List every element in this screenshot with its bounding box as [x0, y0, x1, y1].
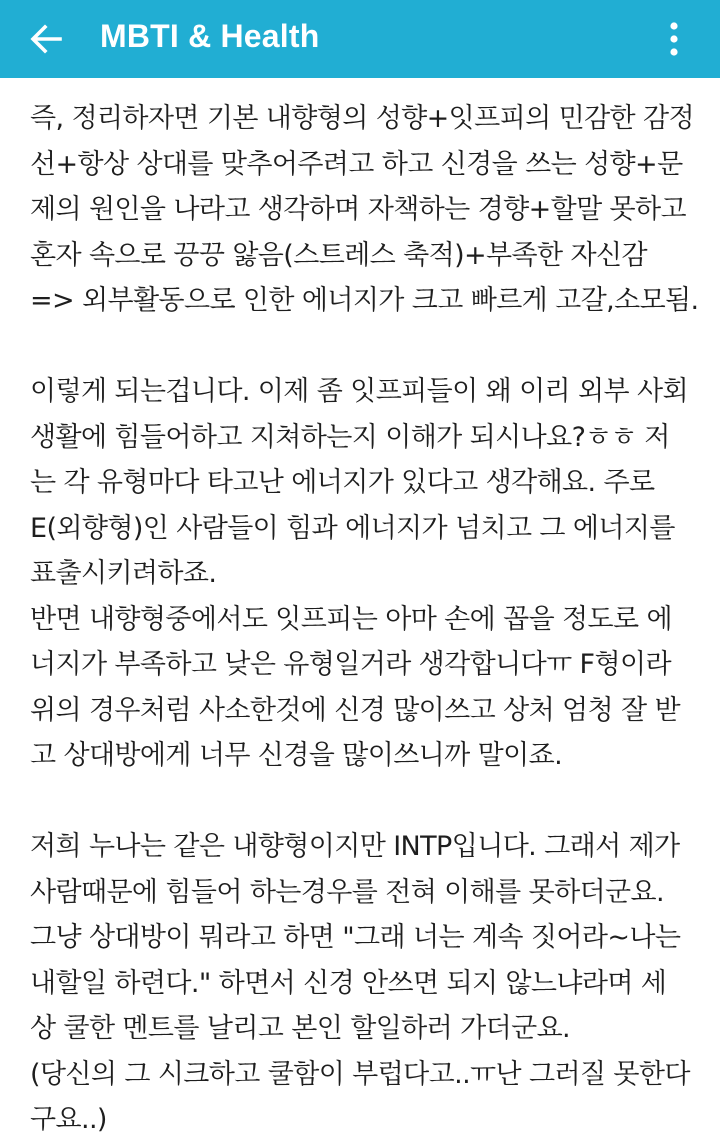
text-line: 생활에 힘들어하고 지쳐하는지 이해가 되시나요?ㅎㅎ 저 — [30, 421, 670, 453]
text-line: 제의 원인을 나라고 생각하며 자책하는 경향+할말 못하고 — [30, 194, 687, 225]
paragraph-gap — [30, 779, 702, 825]
text-line: 그냥 상대방이 뭐라고 하면 "그래 너는 계속 짓어라~나는 — [30, 922, 681, 953]
text-line: 고 상대방에게 너무 신경을 많이쓰니까 말이죠. — [30, 740, 563, 771]
overflow-menu-button[interactable] — [654, 13, 694, 65]
text-line: 사람때문에 힘들어 하는경우를 전혀 이해를 못하더군요. — [30, 876, 664, 908]
paragraph — [30, 369, 702, 779]
text-line: 는 각 유형마다 타고난 에너지가 있다고 생각해요. 주로 — [30, 467, 655, 498]
text-line: 너지가 부족하고 낮은 유형일거라 생각합니다ㅠ F형이라 — [30, 649, 671, 680]
text-line: 위의 경우처럼 사소한것에 신경 많이쓰고 상처 엄청 잘 받 — [30, 694, 680, 726]
text-line: 저희 누나는 같은 내향형이지만 INTP입니다. 그래서 제가 — [30, 831, 680, 862]
text-line: 표출시키려하죠. — [30, 558, 217, 589]
text-line: 이렇게 되는겁니다. 이제 좀 잇프피들이 왜 이리 외부 사회 — [30, 376, 688, 407]
back-button[interactable] — [20, 13, 72, 65]
paragraph — [30, 824, 702, 1143]
text-line: 상 쿨한 멘트를 날리고 본인 할일하러 가더군요. — [30, 1013, 571, 1044]
article-body — [30, 96, 702, 1143]
paragraph-gap — [30, 324, 702, 370]
more-vertical-icon — [669, 21, 679, 57]
text-line: => 외부활동으로 인한 에너지가 크고 빠르게 고갈,소모됨. — [30, 285, 699, 316]
text-line: 반면 내향형중에서도 잇프피는 아마 손에 꼽을 정도로 에 — [30, 603, 672, 635]
text-line: (당신의 그 시크하고 쿨함이 부럽다고..ㅠ난 그러질 못한다 — [30, 1058, 690, 1090]
text-line: 즉, 정리하자면 기본 내향형의 성향+잇프피의 민감한 감정 — [30, 103, 694, 134]
app-bar — [0, 0, 720, 78]
text-line: E(외향형)인 사람들이 힘과 에너지가 넘치고 그 에너지를 — [30, 512, 675, 544]
text-line: 혼자 속으로 끙끙 앓음(스트레스 축적)+부족한 자신감 — [30, 239, 647, 271]
arrow-left-icon — [29, 22, 63, 56]
text-line: 선+항상 상대를 맞추어주려고 하고 신경을 쓰는 성향+문 — [30, 148, 683, 180]
text-line: 구요..) — [30, 1104, 107, 1135]
page-title: MBTI & Health — [100, 18, 320, 54]
text-line: 내할일 하련다." 하면서 신경 안쓰면 되지 않느냐라며 세 — [30, 967, 667, 999]
paragraph — [30, 96, 702, 324]
